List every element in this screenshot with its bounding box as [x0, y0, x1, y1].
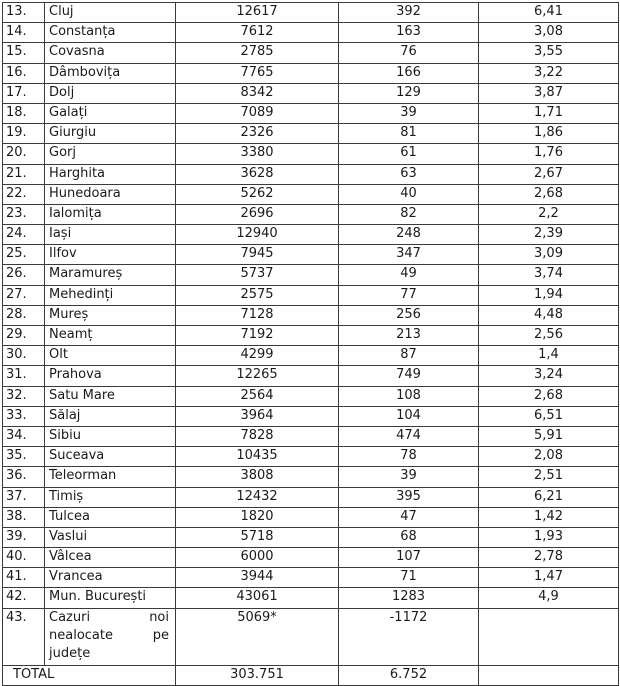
county-name: Mun. București	[45, 588, 176, 608]
new-cases: 87	[339, 346, 479, 366]
incidence-rate: 2,67	[479, 164, 619, 184]
incidence-rate: 2,78	[479, 548, 619, 568]
incidence-rate: 1,47	[479, 568, 619, 588]
row-number: 25.	[3, 245, 45, 265]
row-number: 41.	[3, 568, 45, 588]
new-cases: 129	[339, 83, 479, 103]
county-name: Ialomița	[45, 204, 176, 224]
total-cases: 7089	[176, 103, 339, 123]
county-name: Harghita	[45, 164, 176, 184]
row-number: 28.	[3, 305, 45, 325]
county-name: Suceava	[45, 447, 176, 467]
row-number: 40.	[3, 548, 45, 568]
new-cases: 78	[339, 447, 479, 467]
total-cases: 7945	[176, 245, 339, 265]
total-cases: 43061	[176, 588, 339, 608]
incidence-rate: 1,76	[479, 144, 619, 164]
table-row	[3, 548, 619, 568]
incidence-rate	[479, 608, 619, 665]
row-number: 38.	[3, 507, 45, 527]
row-number: 32.	[3, 386, 45, 406]
incidence-rate: 1,93	[479, 527, 619, 547]
total-cases: 4299	[176, 346, 339, 366]
county-name: Cluj	[45, 3, 176, 23]
new-cases: 248	[339, 225, 479, 245]
total-label: TOTAL	[3, 665, 176, 685]
incidence-rate: 3,08	[479, 23, 619, 43]
incidence-rate: 2,68	[479, 184, 619, 204]
row-number: 21.	[3, 164, 45, 184]
table-row	[3, 588, 619, 608]
county-name: Hunedoara	[45, 184, 176, 204]
row-number: 37.	[3, 487, 45, 507]
new-cases: 61	[339, 144, 479, 164]
row-number: 16.	[3, 63, 45, 83]
county-name: Gorj	[45, 144, 176, 164]
table-row	[3, 527, 619, 547]
new-cases: 256	[339, 305, 479, 325]
incidence-rate: 1,71	[479, 103, 619, 123]
county-name: Satu Mare	[45, 386, 176, 406]
incidence-rate: 6,21	[479, 487, 619, 507]
new-cases: 49	[339, 265, 479, 285]
new-cases: 40	[339, 184, 479, 204]
table-row	[3, 366, 619, 386]
county-name: Vâlcea	[45, 548, 176, 568]
table-row	[3, 305, 619, 325]
table-row	[3, 63, 619, 83]
row-number: 34.	[3, 426, 45, 446]
new-cases: 395	[339, 487, 479, 507]
table-row	[3, 245, 619, 265]
table-row	[3, 487, 619, 507]
incidence-rate: 1,4	[479, 346, 619, 366]
table-row	[3, 43, 619, 63]
new-cases: 39	[339, 103, 479, 123]
total-cases: 1820	[176, 507, 339, 527]
total-cases: 2326	[176, 124, 339, 144]
county-name: Prahova	[45, 366, 176, 386]
county-name: Vaslui	[45, 527, 176, 547]
row-number: 18.	[3, 103, 45, 123]
new-cases: 392	[339, 3, 479, 23]
total-cases: 2696	[176, 204, 339, 224]
county-name: Teleorman	[45, 467, 176, 487]
new-cases: 163	[339, 23, 479, 43]
total-cases: 12265	[176, 366, 339, 386]
incidence-total	[479, 665, 619, 685]
new-cases: 81	[339, 124, 479, 144]
incidence-rate: 2,51	[479, 467, 619, 487]
total-cases: 7765	[176, 63, 339, 83]
county-name: Dâmbovița	[45, 63, 176, 83]
table-row	[3, 467, 619, 487]
total-cases: 12432	[176, 487, 339, 507]
county-name: Cazuri noi nealocate pe județe	[45, 608, 176, 665]
county-name: Constanța	[45, 23, 176, 43]
total-cases: 3944	[176, 568, 339, 588]
row-number: 20.	[3, 144, 45, 164]
row-number: 19.	[3, 124, 45, 144]
incidence-rate: 3,22	[479, 63, 619, 83]
incidence-rate: 1,86	[479, 124, 619, 144]
row-number: 17.	[3, 83, 45, 103]
table-row	[3, 3, 619, 23]
incidence-rate: 3,09	[479, 245, 619, 265]
total-cases: 7612	[176, 23, 339, 43]
row-number: 29.	[3, 326, 45, 346]
new-cases: 166	[339, 63, 479, 83]
new-cases: 76	[339, 43, 479, 63]
county-name: Olt	[45, 346, 176, 366]
incidence-rate: 2,39	[479, 225, 619, 245]
table-row	[3, 124, 619, 144]
incidence-rate: 2,68	[479, 386, 619, 406]
total-cases: 6000	[176, 548, 339, 568]
county-name: Mureș	[45, 305, 176, 325]
new-cases: 47	[339, 507, 479, 527]
total-cases: 3808	[176, 467, 339, 487]
total-cases: 3964	[176, 406, 339, 426]
county-name: Tulcea	[45, 507, 176, 527]
new-cases: 107	[339, 548, 479, 568]
row-number: 26.	[3, 265, 45, 285]
incidence-rate: 6,51	[479, 406, 619, 426]
incidence-rate: 6,41	[479, 3, 619, 23]
county-name: Ilfov	[45, 245, 176, 265]
new-cases: 474	[339, 426, 479, 446]
table-body	[3, 3, 619, 686]
row-number: 27.	[3, 285, 45, 305]
county-name: Sibiu	[45, 426, 176, 446]
new-cases: 63	[339, 164, 479, 184]
total-cases: 12617	[176, 3, 339, 23]
table-row	[3, 507, 619, 527]
total-cases: 5069*	[176, 608, 339, 665]
new-cases: 39	[339, 467, 479, 487]
row-number: 13.	[3, 3, 45, 23]
total-cases: 10435	[176, 447, 339, 467]
table-row	[3, 608, 619, 665]
incidence-rate: 2,2	[479, 204, 619, 224]
row-number: 33.	[3, 406, 45, 426]
total-cases: 7128	[176, 305, 339, 325]
total-cases: 7828	[176, 426, 339, 446]
county-name: Galați	[45, 103, 176, 123]
incidence-rate: 5,91	[479, 426, 619, 446]
new-cases: -1172	[339, 608, 479, 665]
total-cases: 7192	[176, 326, 339, 346]
table-row	[3, 265, 619, 285]
county-name: Covasna	[45, 43, 176, 63]
new-cases: 108	[339, 386, 479, 406]
table-row	[3, 568, 619, 588]
new-cases-sum: 6.752	[339, 665, 479, 685]
total-cases: 8342	[176, 83, 339, 103]
table-row	[3, 184, 619, 204]
table-row	[3, 447, 619, 467]
incidence-rate: 3,55	[479, 43, 619, 63]
total-cases: 5262	[176, 184, 339, 204]
total-cases: 2575	[176, 285, 339, 305]
table-row	[3, 426, 619, 446]
new-cases: 1283	[339, 588, 479, 608]
new-cases: 749	[339, 366, 479, 386]
table-row	[3, 285, 619, 305]
table-row	[3, 326, 619, 346]
total-cases-sum: 303.751	[176, 665, 339, 685]
incidence-rate: 4,48	[479, 305, 619, 325]
county-name: Giurgiu	[45, 124, 176, 144]
county-name: Sălaj	[45, 406, 176, 426]
incidence-rate: 3,74	[479, 265, 619, 285]
row-number: 42.	[3, 588, 45, 608]
county-name: Iași	[45, 225, 176, 245]
new-cases: 213	[339, 326, 479, 346]
total-row	[3, 665, 619, 685]
county-cases-table	[2, 2, 619, 686]
incidence-rate: 3,24	[479, 366, 619, 386]
total-cases: 5737	[176, 265, 339, 285]
county-name: Neamț	[45, 326, 176, 346]
new-cases: 82	[339, 204, 479, 224]
total-cases: 3380	[176, 144, 339, 164]
row-number: 22.	[3, 184, 45, 204]
row-number: 24.	[3, 225, 45, 245]
table-row	[3, 144, 619, 164]
row-number: 15.	[3, 43, 45, 63]
table-row	[3, 103, 619, 123]
county-name: Maramureș	[45, 265, 176, 285]
row-number: 23.	[3, 204, 45, 224]
row-number: 35.	[3, 447, 45, 467]
table-row	[3, 164, 619, 184]
row-number: 30.	[3, 346, 45, 366]
new-cases: 104	[339, 406, 479, 426]
new-cases: 347	[339, 245, 479, 265]
row-number: 14.	[3, 23, 45, 43]
table-row	[3, 346, 619, 366]
total-cases: 5718	[176, 527, 339, 547]
incidence-rate: 4,9	[479, 588, 619, 608]
incidence-rate: 1,42	[479, 507, 619, 527]
total-cases: 3628	[176, 164, 339, 184]
table-row	[3, 83, 619, 103]
table-row	[3, 23, 619, 43]
incidence-rate: 1,94	[479, 285, 619, 305]
new-cases: 77	[339, 285, 479, 305]
county-name: Vrancea	[45, 568, 176, 588]
table-row	[3, 204, 619, 224]
incidence-rate: 3,87	[479, 83, 619, 103]
new-cases: 71	[339, 568, 479, 588]
county-name: Mehedinți	[45, 285, 176, 305]
total-cases: 2564	[176, 386, 339, 406]
new-cases: 68	[339, 527, 479, 547]
county-name: Dolj	[45, 83, 176, 103]
row-number: 31.	[3, 366, 45, 386]
incidence-rate: 2,08	[479, 447, 619, 467]
table-row	[3, 406, 619, 426]
total-cases: 2785	[176, 43, 339, 63]
total-cases: 12940	[176, 225, 339, 245]
row-number: 39.	[3, 527, 45, 547]
row-number: 36.	[3, 467, 45, 487]
table-row	[3, 386, 619, 406]
table-row	[3, 225, 619, 245]
incidence-rate: 2,56	[479, 326, 619, 346]
county-name: Timiș	[45, 487, 176, 507]
row-number: 43.	[3, 608, 45, 665]
